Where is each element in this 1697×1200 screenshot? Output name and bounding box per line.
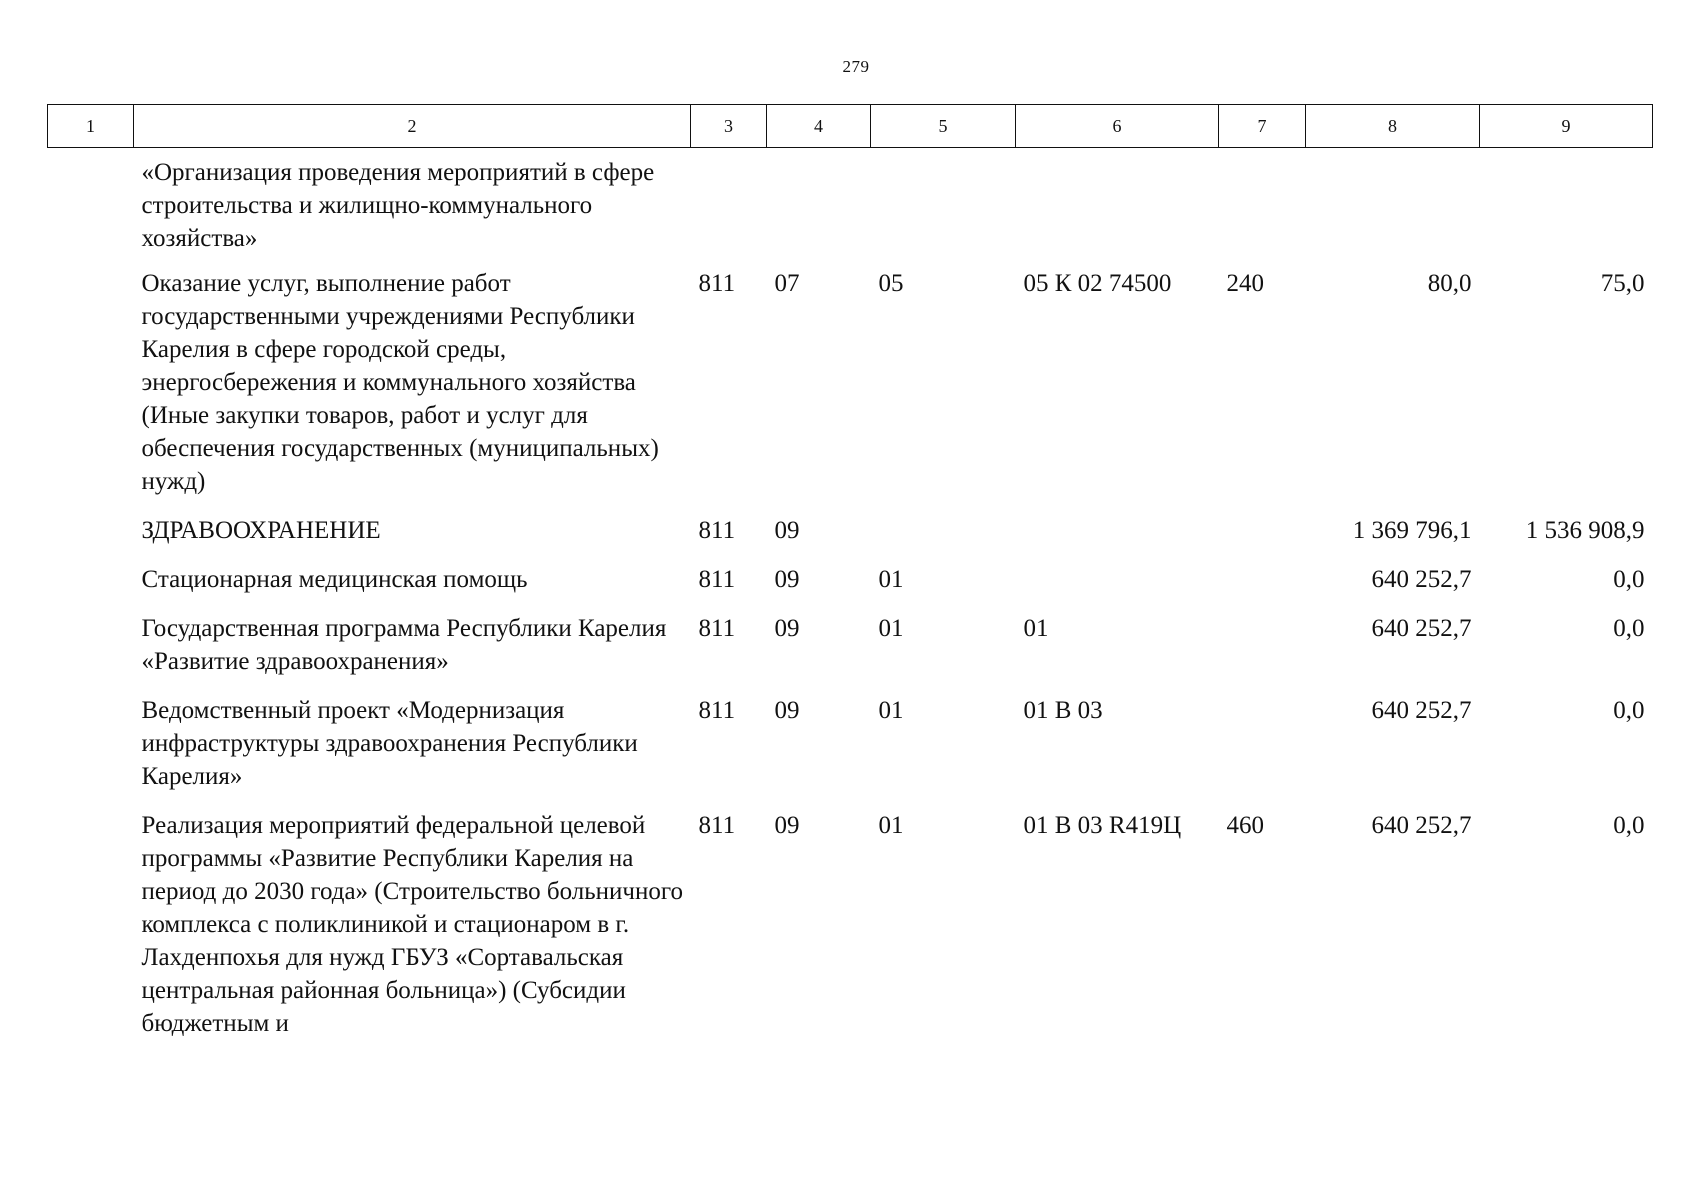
subsection-code-cell [871,514,1016,563]
amount-col8-cell: 1 369 796,1 [1352,516,1472,544]
amount-col9-cell: 1 536 908,9 [1525,516,1645,544]
amount-col9-cell [1480,148,1653,267]
column-header: 2 [134,105,691,148]
section-code-cell: 09 [774,565,800,593]
row-number-cell [48,563,134,612]
section-code-cell [767,148,871,267]
target-article-cell: 01 В 03 R419Ц [1023,811,1182,839]
column-header: 9 [1480,105,1653,148]
amount-col8-cell: 640 252,7 [1371,614,1472,642]
column-header: 4 [767,105,871,148]
section-code-cell: 09 [774,811,800,839]
row-name-cell: Стационарная медицинская помощь [141,565,528,593]
row-name-cell: Реализация мероприятий федеральной целевой программы «Развитие Республики Карелия на период до 2030 года» (Строительство больничного комплекса с поликлиникой и стационаром в г. Лахденпохья для нужд ГБУЗ «Сортавальская центральная районная больница») (Субсидии бюджетным и [141,811,683,1037]
column-header: 5 [871,105,1016,148]
target-article-cell [1016,514,1219,563]
ministry-code-cell [691,148,767,267]
table-row [48,514,1653,563]
section-code-cell: 07 [774,269,800,297]
ministry-code-cell: 811 [698,614,736,642]
column-header: 8 [1306,105,1480,148]
row-number-cell [48,809,134,1079]
target-article-cell [1016,148,1219,267]
amount-col8-cell: 640 252,7 [1371,696,1472,724]
column-header: 7 [1219,105,1306,148]
row-name-cell: Ведомственный проект «Модернизация инфраструктуры здравоохранения Республики Карелия» [141,696,638,790]
section-code-cell: 09 [774,516,800,544]
row-name-cell: ЗДРАВООХРАНЕНИЕ [141,516,381,544]
amount-col9-cell: 0,0 [1613,614,1645,642]
section-code-cell: 09 [774,614,800,642]
row-number-cell [48,694,134,809]
amount-col9-cell: 0,0 [1613,696,1645,724]
ministry-code-cell: 811 [698,269,736,297]
ministry-code-cell: 811 [698,696,736,724]
amount-col9-cell: 0,0 [1613,565,1645,593]
target-article-cell: 01 [1023,614,1049,642]
ministry-code-cell: 811 [698,811,736,839]
table-row [48,267,1653,514]
amount-col8-cell: 640 252,7 [1371,811,1472,839]
expense-type-cell [1219,563,1306,612]
expense-type-cell [1219,694,1306,809]
subsection-code-cell: 01 [878,811,904,839]
subsection-code-cell: 01 [878,565,904,593]
expense-type-cell [1219,514,1306,563]
header-row [48,105,1653,148]
section-code-cell: 09 [774,696,800,724]
column-header: 3 [691,105,767,148]
table-row [48,694,1653,809]
subsection-code-cell: 01 [878,696,904,724]
table-row [48,563,1653,612]
row-name-cell: Оказание услуг, выполнение работ государственными учреждениями Республики Карелия в сфере городской среды, энергосбережения и коммунального хозяйства (Иные закупки товаров, работ и услуг для обеспечения государственных (муниципальных) нужд) [141,269,659,495]
amount-col8-cell: 640 252,7 [1371,565,1472,593]
subsection-code-cell: 05 [878,269,904,297]
expense-type-cell: 460 [1226,811,1264,839]
target-article-cell [1016,563,1219,612]
target-article-cell: 05 К 02 74500 [1023,269,1172,297]
expense-type-cell: 240 [1226,269,1264,297]
column-header: 1 [48,105,134,148]
expense-type-cell [1219,148,1306,267]
amount-col9-cell: 0,0 [1613,811,1645,839]
row-number-cell [48,267,134,514]
row-number-cell [48,612,134,694]
row-number-cell [48,148,134,267]
row-name-cell: «Организация проведения мероприятий в сфере строительства и жилищно-коммунального хозяйства» [141,159,655,252]
column-header: 6 [1016,105,1219,148]
amount-col8-cell: 80,0 [1427,269,1472,297]
page-number: 279 [842,57,870,76]
table-row [48,809,1653,1079]
table-row [48,612,1653,694]
budget-table [47,104,1653,1079]
ministry-code-cell: 811 [698,516,736,544]
ministry-code-cell: 811 [698,565,736,593]
row-name-cell: Государственная программа Республики Карелия «Развитие здравоохранения» [141,614,667,675]
table-row [48,148,1653,267]
target-article-cell: 01 В 03 [1023,696,1103,724]
subsection-code-cell [871,148,1016,267]
row-number-cell [48,514,134,563]
subsection-code-cell: 01 [878,614,904,642]
amount-col8-cell [1306,148,1480,267]
expense-type-cell [1219,612,1306,694]
amount-col9-cell: 75,0 [1600,269,1645,297]
